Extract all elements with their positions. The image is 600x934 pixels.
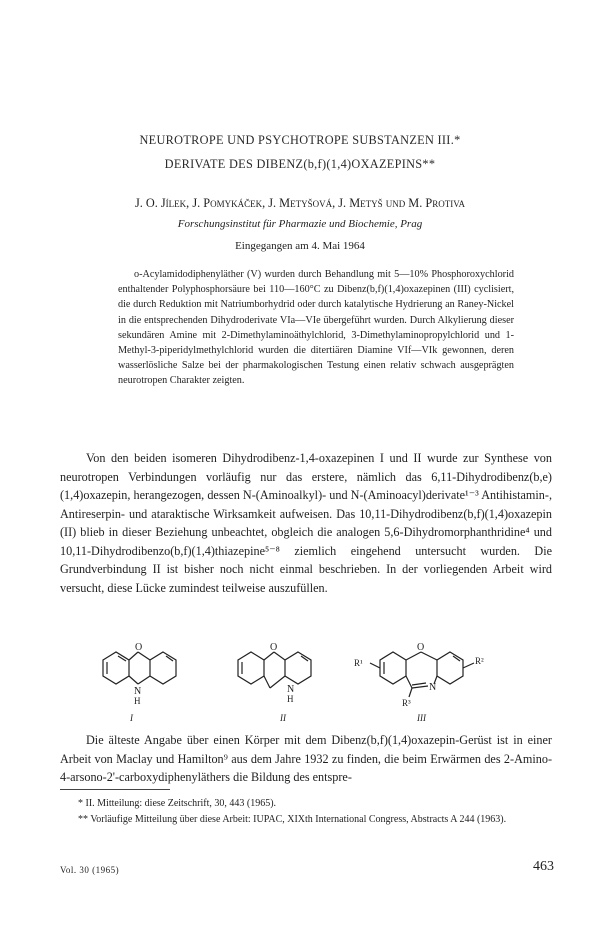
structure-II: [238, 652, 311, 688]
abstract-text: o-Acylamidodiphenyläther (V) wurden durch Behandlung mit 5—10% Phosphoroxychlorid enthaltender Polyphosphorsäure bei 110—160°C zu Dibenz(b,f)(1,4)oxazepinen (III) cyclisiert, die durch Reduktion mit Natriumborhydrid oder durch katalytische Hydrierung an Raney-Nickel in die entsprechenden Dihydroderivate VIa—VIe übergeführt wurden. Durch Alkylierung dieser sekundären Amine mit 2-Dimethylaminoäthylchlorid, 3-Dimethylaminopropylchlorid und 1-Methyl-3-piperidylmethylchlorid wurden die ditertiären Diamine VIf—VIk gewonnen, deren wasserlösliche Salze bei der pharmakologischen Testung einen relativ schwach ausgeprägten neurotropen Charakter zeigten.: [118, 269, 514, 387]
caption-II: II: [280, 713, 286, 723]
chemical-structures: [90, 630, 530, 725]
body-paragraph-1-text: Von den beiden isomeren Dihydrodibenz-1,4-oxazepinen I und II wurde zur Synthese von neurotropen Verbindungen vorläufig nur das erstere, nämlich das 6,11-Dihydrodibenz(b,e)(1,4)oxazepin, herangezogen, dessen N-(Aminoalkyl)- und N-(Aminoacyl)derivate¹⁻³ Antihistamin-, Antireserpin- und ataraktische Wirksamkeit aufweisen. Das 10,11-Dihydrodibenz(b,f)(1,4)oxazepin (II) blieb in dieser Beziehung unbeachtet, obgleich die analogen 5,6-Dihydromorphanthridine⁴ und 10,11-Dihydrodibenzo(b,f)(1,4)thiazepine⁵⁻⁸ ziemlich eingehend untersucht wurden. Die Grundverbindung II ist bisher noch nicht einmal beschrieben. In der vorliegenden Arbeit wird versucht, diese Lücke zumindest teilweise auszufüllen.: [60, 451, 552, 595]
caption-III: III: [417, 713, 426, 723]
structure-III-r3: R³: [402, 698, 411, 708]
structure-III-r2: R²: [475, 656, 484, 666]
footnote-2: ** Vorläufige Mitteilung über diese Arbeit: IUPAC, XIXth International Congress, Abstracts A 244 (1963).: [78, 814, 507, 825]
caption-I: I: [130, 713, 133, 723]
affiliation: Forschungsinstitut für Pharmazie und Biochemie, Prag: [177, 218, 423, 230]
structure-III: [370, 652, 474, 697]
structure-III-nitrogen: N: [429, 682, 437, 693]
body-paragraph-2-text: Die älteste Angabe über einen Körper mit dem Dibenz(b,f)(1,4)oxazepin-Gerüst ist in einer Arbeit von Maclay und Hamilton⁹ aus dem Jahre 1932 zu finden, die beim Erwärmen des 2-Amino-4-arsono-2'-carboxydiphenyläthers die Bildung des entspre-: [60, 733, 552, 784]
structure-II-oxygen: O: [270, 642, 278, 653]
body-paragraph-2: [60, 731, 552, 787]
title-line-2: DERIVATE DES DIBENZ(b,f)(1,4)OXAZEPINS**: [164, 157, 436, 171]
structure-III-oxygen: O: [417, 642, 425, 653]
structure-II-hydrogen: H: [287, 694, 294, 704]
running-footer: Vol. 30 (1965): [60, 865, 120, 875]
page-number: 463: [533, 859, 554, 874]
title-line-1: NEUROTROPE UND PSYCHOTROPE SUBSTANZEN III.*: [139, 133, 461, 147]
received-date: Eingegangen am 4. Mai 1964: [235, 240, 365, 252]
structure-I-hydrogen: H: [134, 696, 141, 706]
structure-II-nitrogen: N: [287, 684, 295, 695]
body-paragraph-1: [60, 449, 552, 597]
structure-I-oxygen: O: [135, 642, 143, 653]
structure-I: [103, 652, 176, 684]
structure-I-nitrogen: N: [134, 686, 142, 697]
footnote-1: * II. Mitteilung: diese Zeitschrift, 30, 443 (1965).: [78, 798, 277, 809]
footnote-rule: [60, 789, 170, 790]
authors: J. O. Jílek, J. Pomykáček, J. Metyšová, J. Metyš und M. Protiva: [134, 196, 466, 210]
structure-III-r1: R¹: [354, 658, 363, 668]
abstract: [118, 267, 514, 389]
